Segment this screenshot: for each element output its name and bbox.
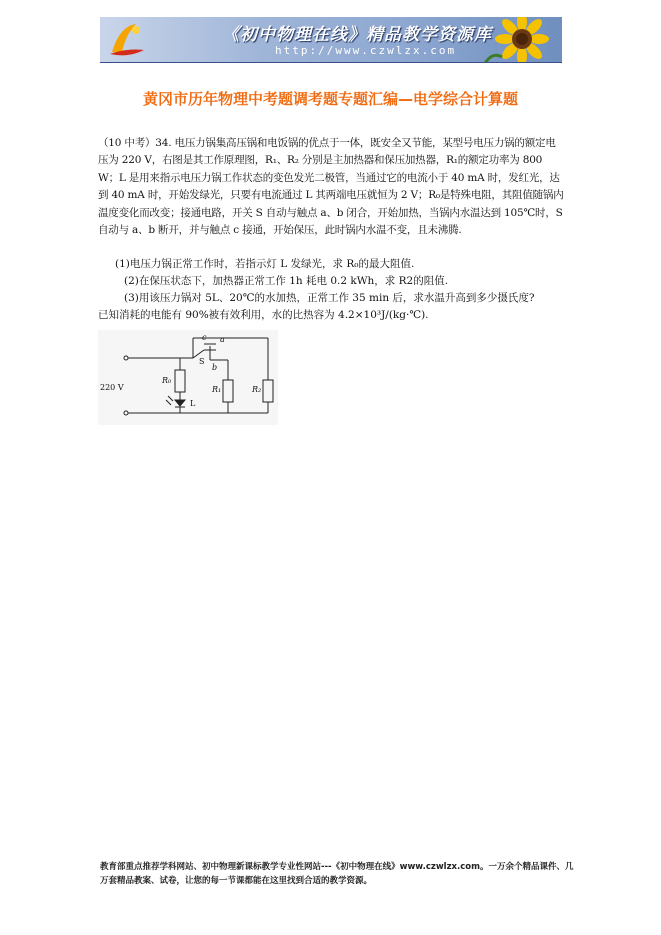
banner-title: 《初中物理在线》精品教学资源库 [222,25,492,45]
question-2: (2)在保压状态下，加热器正常工作 1h 耗电 0.2 kWh，求 R2的阻值. [124,275,449,287]
switch-s-label: S [199,357,205,366]
page-footer: 教育部重点推荐学科网站、初中物理新课标教学专业性网站---《初中物理在线》www.czwlzx.com。一万余个精品课件、几万套精品教案、试卷，让您的每一节课都能在这里找到合适的教学资源。 [100,862,574,886]
banner-url[interactable]: http://www.czwlzx.com [275,44,457,57]
r0-label: R₀ [162,376,172,385]
question-3: (3)用该压力锅对 5L、20℃的水加热，正常工作 35 min 后，求水温升高到多少摄氏度? [124,292,535,304]
contact-c-label: c [202,333,207,342]
sunflower-icon [478,17,558,63]
site-logo-icon [106,20,148,60]
question-1: (1)电压力锅正常工作时，若指示灯 L 发绿光，求 R₀的最大阻值. [115,258,415,270]
problem-text: （10 中考）34. 电压力锅集高压锅和电饭锅的优点于一体，既安全又节能，某型号电压力锅的额定电压为 220 V，右图是其工作原理图，R₁、R₂ 分别是主加热器和保压加热器，R₁的额定功率为 800 W；L 是用来指示电压力锅工作状态的变色发光二极管，当通过它的电流小于 40 mA 时，发红光，达到 40 mA 时，开始发绿光，只要有电流通过 L 其两端电压就恒为 2 V；R₀是特殊电阻，其阻值随锅内温度变化而改变；接通电路，开关 S 自动与触点 a、b 闭合，开始加热，当锅内水温达到 105℃时，S 自动与 a、b 断开，并与触点 c 接通，开始保压，此时锅内水温不变，且未沸腾. [98,137,564,237]
r2-label: R₂ [252,385,262,394]
contact-a-label: a [220,335,225,344]
question-3-condition: 已知消耗的电能有 90%被有效利用，水的比热容为 4.2×10³J/(kg·℃). [98,309,429,321]
led-l-label: L [190,399,196,408]
document-title: 黄冈市历年物理中考题调考题专题汇编—电学综合计算题 [142,90,518,108]
voltage-label: 220 V [100,383,124,392]
header-banner [100,17,562,63]
r1-label: R₁ [212,385,222,394]
contact-b-label: b [212,363,218,372]
circuit-diagram [98,330,278,425]
